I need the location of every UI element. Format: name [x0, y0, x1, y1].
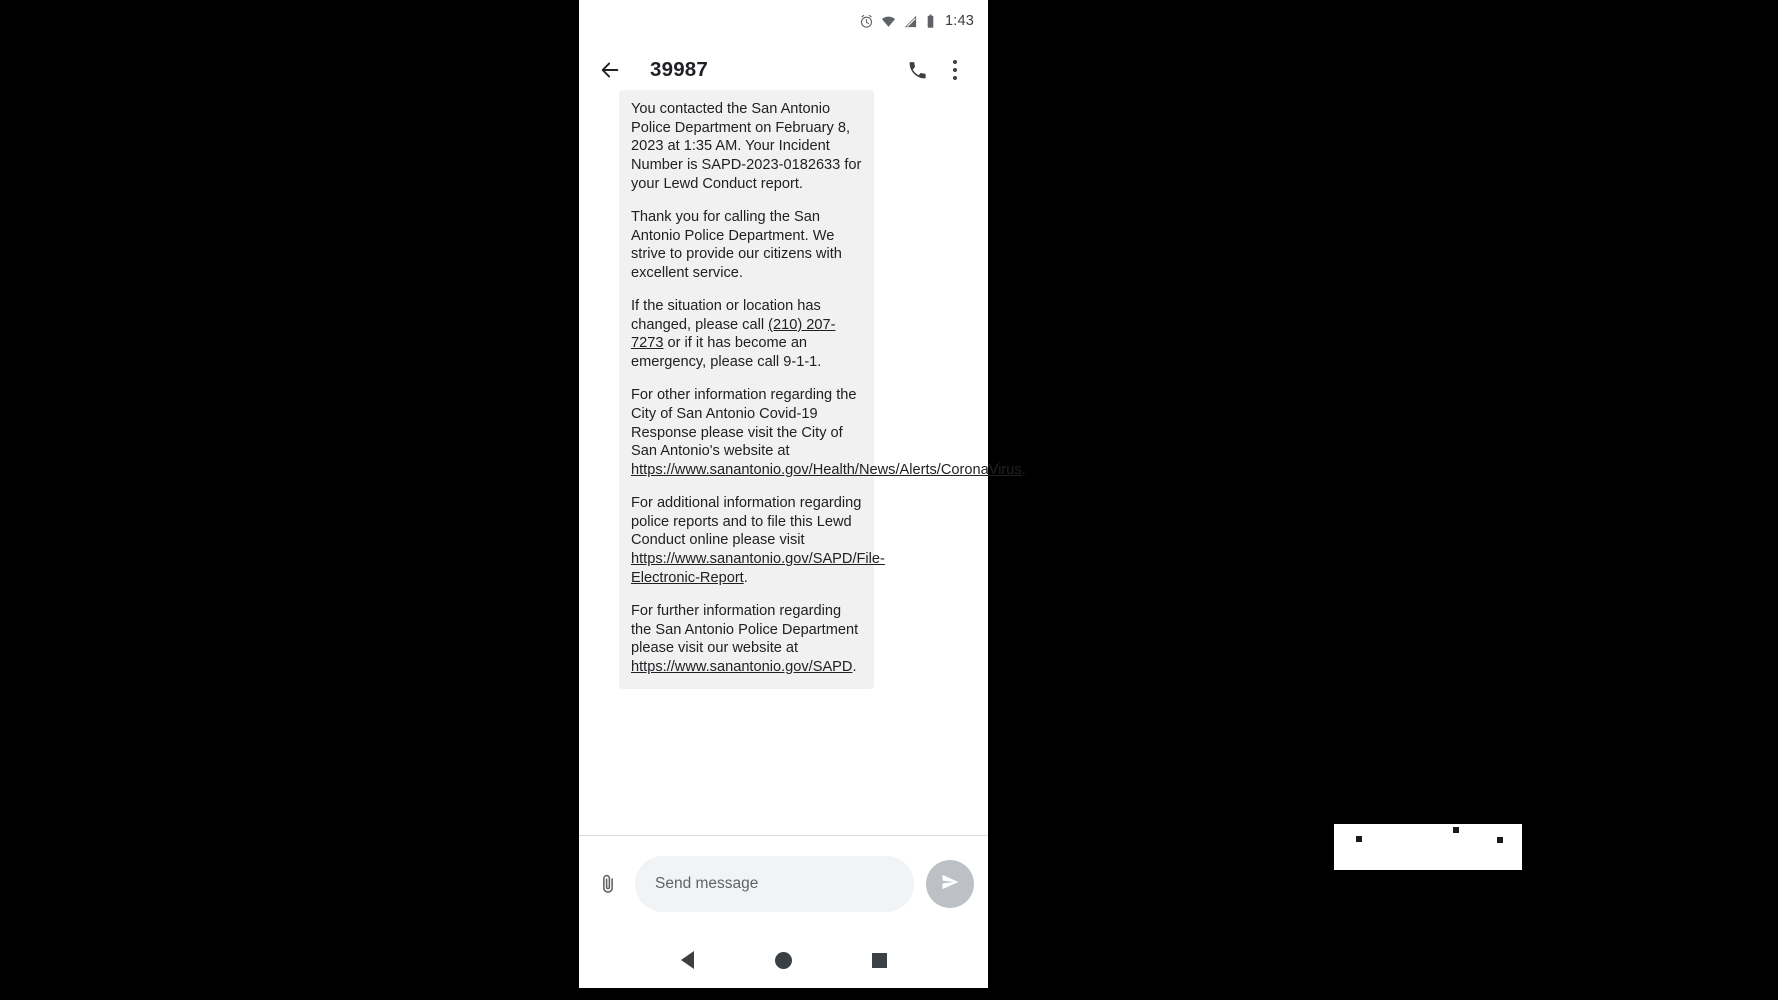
paragraph-text: For other information regarding the City of San Antonio Covid-19 Response please visit the City of San Antonio's website at [631, 387, 857, 460]
composer-divider [579, 835, 988, 836]
android-nav-bar [579, 932, 988, 988]
message-composer [579, 836, 988, 932]
paragraph-text: For further information regarding the San Antonio Police Department please visit our website at [631, 602, 859, 657]
alarm-icon [859, 14, 874, 29]
message-paragraph [631, 208, 862, 283]
cellular-signal-icon [903, 14, 918, 29]
battery-icon [925, 14, 936, 29]
message-thread[interactable] [579, 98, 1026, 836]
overflow-dots [953, 60, 958, 81]
back-arrow-icon[interactable] [593, 53, 627, 87]
paragraph-text: You contacted the San Antonio Police Department on February 8, 2023 at 1:35 AM. Your Incident Number is SAPD-2023-0182633 for your Lewd Conduct report. [631, 101, 862, 192]
status-time: 1:43 [944, 13, 974, 29]
nav-back-triangle-icon[interactable] [670, 943, 704, 977]
message-paragraph [631, 602, 862, 677]
coronavirus-page-link[interactable]: https://www.sanantonio.gov/Health/News/Alerts/CoronaVirus [631, 461, 1022, 478]
paragraph-text: . [743, 569, 748, 586]
phone-number-link[interactable]: (210) 207-7273 [631, 316, 836, 352]
status-bar [579, 0, 988, 42]
electronic-report-link[interactable]: https://www.sanantonio.gov/SAPD/File-Electronic-Report [631, 551, 885, 586]
attachment-clip-icon[interactable] [593, 869, 623, 899]
paragraph-text: Thank you for calling the San Antonio Police Department. We strive to provide our citizens with excellent service. [631, 208, 842, 281]
paragraph-text: If the situation or location has changed, please call [631, 298, 821, 333]
message-paragraph [631, 386, 1026, 479]
more-vert-icon[interactable] [936, 51, 974, 89]
nav-home-circle-icon[interactable] [766, 943, 800, 977]
overlay-widget [1334, 824, 1522, 870]
message-paragraph [631, 494, 885, 587]
paragraph-text: . [1021, 461, 1026, 478]
nav-recents-square-icon[interactable] [863, 943, 897, 977]
phone-icon[interactable] [898, 51, 936, 89]
paragraph-text: or if it has become an emergency, please call 9-1-1. [631, 335, 822, 371]
message-paragraph [631, 297, 862, 372]
phone-viewport [579, 0, 1026, 988]
paragraph-text: For additional information regarding police reports and to file this Lewd Conduct online please visit [631, 495, 862, 549]
paragraph-text: . [852, 658, 857, 675]
message-paragraph [631, 100, 862, 193]
send-button[interactable] [926, 860, 974, 908]
conversation-title: 39987 [650, 58, 709, 81]
received-message-bubble[interactable] [619, 90, 1026, 689]
message-input-container[interactable] [635, 856, 914, 912]
overlay-dot [1497, 837, 1503, 843]
overlay-dot [1356, 836, 1362, 842]
message-input[interactable] [655, 875, 894, 893]
wifi-icon [881, 14, 896, 29]
sapd-website-link[interactable]: https://www.sanantonio.gov/SAPD [631, 658, 853, 675]
overlay-dot [1453, 827, 1459, 833]
message-bubble-container [619, 90, 1026, 689]
send-icon [940, 872, 960, 897]
